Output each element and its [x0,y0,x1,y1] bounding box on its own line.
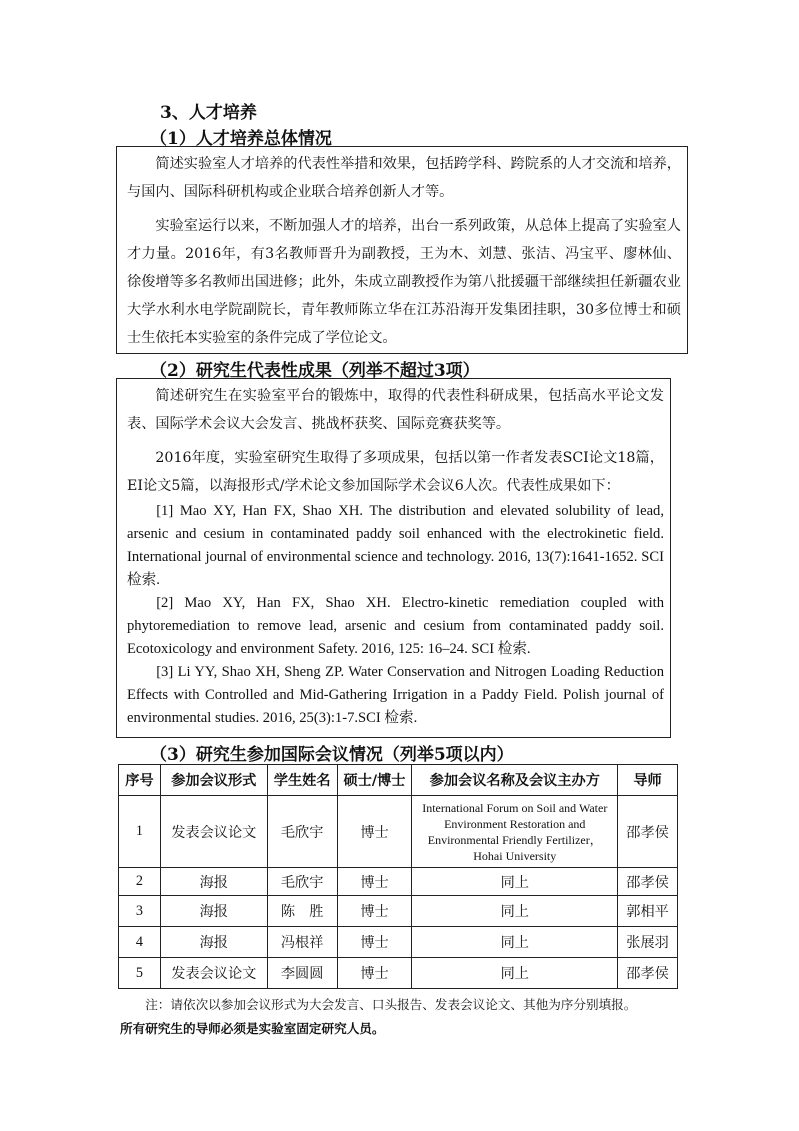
cell-no: 3 [119,896,161,927]
cell-advisor: 邵孝侯 [618,796,678,868]
note-line-2: 所有研究生的导师必须是实验室固定研究人员。 [120,1021,385,1036]
cell-no: 5 [119,958,161,989]
cell-venue: 同上 [412,958,618,989]
cell-venue: 同上 [412,896,618,927]
table-row [119,896,678,927]
achievements-prompt: 简述研究生在实验室平台的锻炼中，取得的代表性科研成果，包括高水平论文发表、国际学术会议大会发言、挑战杯获奖、国际竞赛获奖等。 [127,388,664,432]
cell-venue: International Forum on Soil and Water Environment Restoration and Environmental Friendly Fertilizer，Hohai University [412,796,618,868]
cell-venue: 同上 [412,868,618,896]
table-row [119,796,678,868]
cell-form: 发表会议论文 [160,796,267,868]
talent-overview-box [116,146,688,354]
reference-item: [2] Mao XY, Han FX, Shao XH. Electro-kinetic remediation coupled with phytoremediation to remove lead, arsenic and cesium from contaminated paddy soil. Ecotoxicology and environment Safety. 2016, 125: 16–24. SCI 检索. [127,595,664,657]
cell-form: 海报 [160,896,267,927]
reference-item: [1] Mao XY, Han FX, Shao XH. The distribution and elevated solubility of lead, arsenic and cesium in contaminated paddy soil enhanced with the electrokinetic field. International journal of environmental science and technology. 2016, 13(7):1641-1652. SCI 检索. [127,503,664,588]
table-header-row [119,765,678,796]
sub3-title: （3）研究生参加国际会议情况（列举5项以内） [150,745,514,765]
student-achievements-box [116,378,671,738]
cell-advisor: 邵孝侯 [618,958,678,989]
col-header: 序号 [119,765,161,796]
cell-no: 1 [119,796,161,868]
cell-form: 发表会议论文 [160,958,267,989]
cell-degree: 博士 [337,958,412,989]
cell-form: 海报 [160,868,267,896]
cell-advisor: 张展羽 [618,927,678,958]
sub2-title: （2）研究生代表性成果（列举不超过3项） [150,361,480,381]
cell-no: 4 [119,927,161,958]
cell-venue: 同上 [412,927,618,958]
achievements-body: 2016年度，实验室研究生取得了多项成果，包括以第一作者发表SCI论文18篇，EI论文5篇，以海报形式/学术论文参加国际学术会议6人次。代表性成果如下： [127,450,664,494]
table-row [119,927,678,958]
cell-name: 毛欣宇 [267,868,337,896]
talent-body: 实验室运行以来，不断加强人才的培养，出台一系列政策，从总体上提高了实验室人才力量。2016年，有3名教师晋升为副教授，王为木、刘慧、张洁、冯宝平、廖林仙、徐俊增等多名教师出国进修；此外，朱成立副教授作为第八批援疆干部继续担任新疆农业大学水利水电学院副院长，青年教师陈立华在江苏沿海开发集团挂职，30多位博士和硕士生依托本实验室的条件完成了学位论文。 [127,218,681,346]
conference-table [118,764,678,989]
cell-degree: 博士 [337,796,412,868]
cell-advisor: 郭相平 [618,896,678,927]
section-title: 3、人才培养 [160,103,257,123]
col-header: 参加会议名称及会议主办方 [412,765,618,796]
cell-form: 海报 [160,927,267,958]
reference-item: [3] Li YY, Shao XH, Sheng ZP. Water Conservation and Nitrogen Loading Reduction Effects with Controlled and Mid-Gathering Irrigation in a Paddy Field. Polish journal of environmental studies. 2016, 25(3):1-7.SCI 检索. [127,664,664,726]
table-row [119,868,678,896]
cell-no: 2 [119,868,161,896]
col-header: 参加会议形式 [160,765,267,796]
cell-degree: 博士 [337,896,412,927]
cell-name: 毛欣宇 [267,796,337,868]
talent-prompt: 简述实验室人才培养的代表性举措和效果，包括跨学科、跨院系的人才交流和培养，与国内、国际科研机构或企业联合培养创新人才等。 [127,156,681,200]
cell-degree: 博士 [337,868,412,896]
cell-name: 陈 胜 [267,896,337,927]
col-header: 硕士/博士 [337,765,412,796]
cell-degree: 博士 [337,927,412,958]
table-note [120,993,695,1041]
cell-name: 冯根祥 [267,927,337,958]
col-header: 学生姓名 [267,765,337,796]
cell-advisor: 邵孝侯 [618,868,678,896]
note-line-1: 注：请依次以参加会议形式为大会发言、口头报告、发表会议论文、其他为序分别填报。 [145,997,637,1012]
sub1-title: （1）人才培养总体情况 [150,129,332,149]
table-row [119,958,678,989]
col-header: 导师 [618,765,678,796]
cell-name: 李圆圆 [267,958,337,989]
